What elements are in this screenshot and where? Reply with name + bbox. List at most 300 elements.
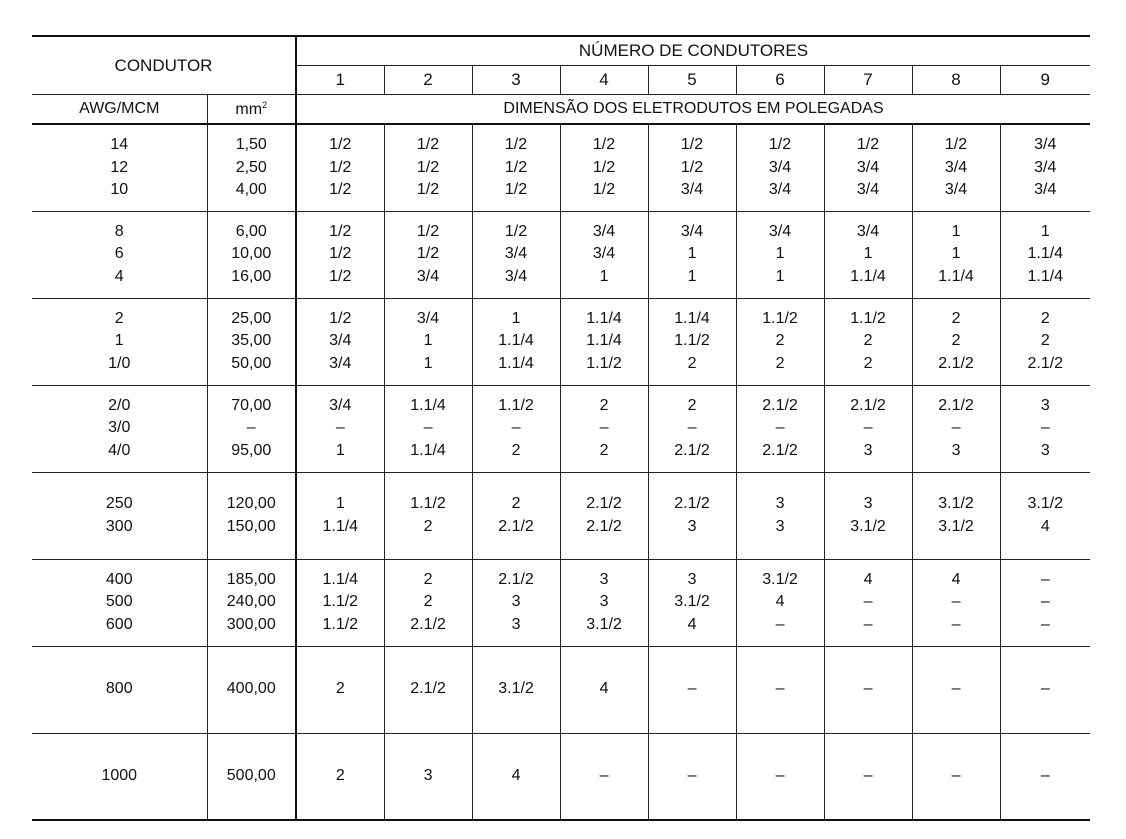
awg-cell bbox=[32, 124, 207, 211]
cell-value: 1 bbox=[114, 332, 124, 350]
cell-value: 2.1/2 bbox=[498, 570, 534, 588]
cell-value: 600 bbox=[105, 615, 133, 633]
size-cell-col-6 bbox=[736, 385, 824, 472]
cell-value: 1.1/4 bbox=[1027, 245, 1064, 263]
size-cell-col-6 bbox=[736, 559, 824, 646]
cell-value: 250 bbox=[105, 495, 133, 512]
cell-value: 1.1/4 bbox=[674, 309, 710, 327]
table-row-group bbox=[32, 385, 1090, 472]
cell-value: 50,00 bbox=[231, 354, 272, 372]
cell-value: 4 bbox=[599, 680, 609, 698]
size-cell-col-4 bbox=[560, 124, 648, 211]
cell-value: 2/0 bbox=[108, 396, 131, 414]
size-cell-col-7 bbox=[824, 733, 912, 820]
size-cell-col-1 bbox=[296, 733, 384, 820]
cell-value: 3/4 bbox=[329, 354, 352, 372]
cell-value: 1 bbox=[335, 495, 345, 512]
cell-value: 150,00 bbox=[226, 517, 276, 535]
cell-value: 2.1/2 bbox=[1027, 354, 1064, 372]
cell-value: – bbox=[687, 767, 697, 784]
cell-value: 400 bbox=[105, 570, 133, 588]
awg-cell bbox=[32, 211, 207, 298]
cell-value: 3 bbox=[511, 593, 521, 611]
cell-value: – bbox=[951, 680, 961, 698]
cell-value: 4 bbox=[114, 267, 124, 285]
column-header-8: 8 bbox=[912, 66, 1000, 95]
mm2-cell bbox=[207, 211, 296, 298]
cell-value: 1/2 bbox=[680, 158, 704, 176]
cell-value: 3/4 bbox=[768, 181, 792, 198]
cell-value: 1/2 bbox=[504, 222, 528, 240]
cell-value: 3 bbox=[951, 441, 961, 459]
cell-value: 10 bbox=[110, 181, 129, 198]
cell-value: 2 bbox=[423, 570, 433, 588]
cell-value: 1 bbox=[423, 354, 433, 372]
cell-value: 3 bbox=[1040, 441, 1050, 459]
cell-value: – bbox=[246, 419, 256, 437]
size-cell-col-5 bbox=[648, 124, 736, 211]
cell-value: – bbox=[1040, 419, 1050, 437]
cell-value: 1 bbox=[1040, 222, 1050, 240]
size-cell-col-8 bbox=[912, 472, 1000, 559]
cell-value: 95,00 bbox=[231, 441, 272, 459]
size-cell-col-3 bbox=[472, 124, 560, 211]
cell-value: 1.1/4 bbox=[322, 570, 359, 588]
size-cell-col-6 bbox=[736, 733, 824, 820]
cell-value: 2 bbox=[599, 396, 609, 414]
cell-value: – bbox=[775, 419, 785, 437]
cell-value: 1/2 bbox=[504, 181, 528, 198]
header-mm2: $mm^2$ bbox=[207, 95, 296, 125]
size-cell-col-3 bbox=[472, 646, 560, 733]
cell-value: 2 bbox=[335, 767, 345, 784]
cell-value: 2 bbox=[863, 332, 873, 350]
cell-value: – bbox=[423, 419, 433, 437]
cell-value: 2 bbox=[687, 396, 697, 414]
awg-cell bbox=[32, 472, 207, 559]
cell-value: 4 bbox=[1040, 517, 1050, 535]
cell-value: 300,00 bbox=[226, 615, 276, 633]
cell-value: 1.1/2 bbox=[498, 396, 534, 414]
cell-value: 2 bbox=[1040, 332, 1050, 350]
size-cell-col-7 bbox=[824, 298, 912, 385]
size-cell-col-7 bbox=[824, 124, 912, 211]
table-row-group bbox=[32, 211, 1090, 298]
cell-value: 3/4 bbox=[856, 181, 880, 198]
cell-value: 1/2 bbox=[680, 136, 704, 153]
size-cell-col-1 bbox=[296, 385, 384, 472]
cell-value: 6 bbox=[114, 245, 124, 263]
size-cell-col-5 bbox=[648, 385, 736, 472]
cell-value: 1 bbox=[951, 245, 961, 263]
size-cell-col-1 bbox=[296, 559, 384, 646]
cell-value: 1 bbox=[687, 267, 697, 285]
table-row-group bbox=[32, 124, 1090, 211]
size-cell-col-4 bbox=[560, 559, 648, 646]
cell-value: – bbox=[951, 419, 961, 437]
cell-value: 1000 bbox=[101, 767, 138, 784]
column-header-7: 7 bbox=[824, 66, 912, 95]
cell-value: 1.1/4 bbox=[938, 267, 974, 285]
cell-value: – bbox=[863, 593, 873, 611]
cell-value: 1.1/2 bbox=[586, 354, 622, 372]
cell-value: 2.1/2 bbox=[762, 441, 798, 459]
cell-value: 3 bbox=[423, 767, 433, 784]
cell-value: 1/2 bbox=[329, 181, 352, 198]
size-cell-col-8 bbox=[912, 211, 1000, 298]
cell-value: 1 bbox=[775, 245, 785, 263]
cell-value: – bbox=[1040, 767, 1050, 784]
size-cell-col-3 bbox=[472, 733, 560, 820]
cell-value: 1/2 bbox=[329, 136, 352, 153]
cell-value: – bbox=[599, 767, 609, 784]
cell-value: 3/4 bbox=[592, 245, 616, 263]
cell-value: 70,00 bbox=[231, 396, 272, 414]
cell-value: 1.1/2 bbox=[322, 615, 359, 633]
cell-value: 2 bbox=[951, 332, 961, 350]
cell-value: 800 bbox=[105, 680, 133, 698]
cell-value: 3/4 bbox=[856, 222, 880, 240]
cell-value: 4 bbox=[775, 593, 785, 611]
table-row-group bbox=[32, 646, 1090, 733]
cell-value: 1/2 bbox=[329, 245, 352, 263]
size-cell-col-6 bbox=[736, 211, 824, 298]
cell-value: 2 bbox=[599, 441, 609, 459]
cell-value: 3.1/2 bbox=[586, 615, 622, 633]
cell-value: 2 bbox=[687, 354, 697, 372]
cell-value: 2 bbox=[951, 309, 961, 327]
cell-value: 3.1/2 bbox=[674, 593, 710, 611]
size-cell-col-4 bbox=[560, 385, 648, 472]
cell-value: 2 bbox=[423, 517, 433, 535]
awg-cell bbox=[32, 298, 207, 385]
size-cell-col-3 bbox=[472, 472, 560, 559]
cell-value: – bbox=[951, 767, 961, 784]
cell-value: 3/4 bbox=[944, 158, 968, 176]
cell-value: 1/2 bbox=[944, 136, 968, 153]
cell-value: 1.1/2 bbox=[674, 332, 710, 350]
cell-value: 3.1/2 bbox=[498, 680, 534, 698]
cell-value: 3/4 bbox=[416, 309, 440, 327]
size-cell-col-7 bbox=[824, 211, 912, 298]
size-cell-col-2 bbox=[384, 559, 472, 646]
size-cell-col-1 bbox=[296, 472, 384, 559]
cell-value: 35,00 bbox=[231, 332, 272, 350]
cell-value: 6,00 bbox=[235, 222, 267, 240]
size-cell-col-3 bbox=[472, 211, 560, 298]
cell-value: 2.1/2 bbox=[674, 441, 710, 459]
size-cell-col-9 bbox=[1000, 211, 1090, 298]
size-cell-col-2 bbox=[384, 124, 472, 211]
column-header-1: 1 bbox=[296, 66, 384, 95]
cell-value: 1/2 bbox=[329, 267, 352, 285]
header-dimensao: DIMENSÃO DOS ELETRODUTOS EM POLEGADAS bbox=[296, 95, 1090, 125]
cell-value: 2 bbox=[114, 309, 124, 327]
cell-value: 1/2 bbox=[592, 136, 616, 153]
size-cell-col-2 bbox=[384, 646, 472, 733]
cell-value: 2 bbox=[511, 495, 521, 512]
size-cell-col-3 bbox=[472, 559, 560, 646]
cell-value: 4 bbox=[863, 570, 873, 588]
cell-value: 3/4 bbox=[1034, 181, 1057, 198]
size-cell-col-1 bbox=[296, 124, 384, 211]
cell-value: 2.1/2 bbox=[410, 680, 446, 698]
cell-value: 1/2 bbox=[592, 158, 616, 176]
cell-value: 2,50 bbox=[235, 158, 267, 176]
cell-value: 4,00 bbox=[235, 181, 267, 198]
awg-cell bbox=[32, 733, 207, 820]
cell-value: – bbox=[951, 593, 961, 611]
cell-value: 1.1/4 bbox=[586, 332, 622, 350]
cell-value: 1/2 bbox=[504, 136, 528, 153]
cell-value: 4 bbox=[511, 767, 521, 784]
mm2-cell bbox=[207, 733, 296, 820]
cell-value: 2.1/2 bbox=[938, 396, 974, 414]
size-cell-col-1 bbox=[296, 646, 384, 733]
cell-value: 3/4 bbox=[592, 222, 616, 240]
cell-value: 3/4 bbox=[856, 158, 880, 176]
size-cell-col-3 bbox=[472, 298, 560, 385]
cell-value: 1 bbox=[863, 245, 873, 263]
size-cell-col-6 bbox=[736, 472, 824, 559]
size-cell-col-8 bbox=[912, 646, 1000, 733]
cell-value: 3 bbox=[687, 570, 697, 588]
cell-value: 3/4 bbox=[1034, 136, 1057, 153]
cell-value: – bbox=[863, 680, 873, 698]
cell-value: 3/4 bbox=[680, 222, 704, 240]
cell-value: 1 bbox=[951, 222, 961, 240]
table-row-group bbox=[32, 559, 1090, 646]
cell-value: 14 bbox=[110, 136, 129, 153]
cell-value: 3 bbox=[863, 441, 873, 459]
size-cell-col-6 bbox=[736, 124, 824, 211]
cell-value: 500 bbox=[105, 593, 133, 611]
header-condutor: CONDUTOR bbox=[32, 36, 296, 95]
cell-value: – bbox=[775, 680, 785, 698]
column-header-9: 9 bbox=[1000, 66, 1090, 95]
awg-cell bbox=[32, 646, 207, 733]
table-row-group bbox=[32, 298, 1090, 385]
cell-value: 120,00 bbox=[226, 495, 276, 512]
size-cell-col-9 bbox=[1000, 646, 1090, 733]
size-cell-col-5 bbox=[648, 646, 736, 733]
cell-value: 3 bbox=[511, 615, 521, 633]
cell-value: 3 bbox=[775, 495, 785, 512]
cell-value: 1.1/4 bbox=[498, 332, 534, 350]
cell-value: 3/4 bbox=[329, 332, 352, 350]
cell-value: – bbox=[1040, 615, 1050, 633]
cell-value: – bbox=[863, 615, 873, 633]
cell-value: 1/2 bbox=[416, 136, 440, 153]
size-cell-col-7 bbox=[824, 559, 912, 646]
size-cell-col-9 bbox=[1000, 733, 1090, 820]
cell-value: 3 bbox=[1040, 396, 1050, 414]
cell-value: 1 bbox=[687, 245, 697, 263]
size-cell-col-4 bbox=[560, 298, 648, 385]
header-awg-mcm: AWG/MCM bbox=[32, 95, 207, 125]
size-cell-col-5 bbox=[648, 559, 736, 646]
cell-value: 8 bbox=[114, 222, 124, 240]
size-cell-col-7 bbox=[824, 646, 912, 733]
cell-value: 1,50 bbox=[235, 136, 267, 153]
awg-cell bbox=[32, 385, 207, 472]
cell-value: 16,00 bbox=[231, 267, 272, 285]
cell-value: 300 bbox=[105, 517, 133, 535]
size-cell-col-7 bbox=[824, 385, 912, 472]
cell-value: 185,00 bbox=[226, 570, 276, 588]
size-cell-col-9 bbox=[1000, 559, 1090, 646]
cell-value: 2.1/2 bbox=[674, 495, 710, 512]
column-header-3: 3 bbox=[472, 66, 560, 95]
cell-value: 1 bbox=[423, 332, 433, 350]
cell-value: 2.1/2 bbox=[410, 615, 446, 633]
cell-value: 1.1/4 bbox=[586, 309, 622, 327]
mm2-cell bbox=[207, 124, 296, 211]
header-numero-condutores: NÚMERO DE CONDUTORES bbox=[296, 36, 1090, 66]
size-cell-col-1 bbox=[296, 211, 384, 298]
cell-value: 25,00 bbox=[231, 309, 272, 327]
cell-value: 1.1/2 bbox=[762, 309, 798, 327]
cell-value: 1.1/2 bbox=[410, 495, 446, 512]
column-header-5: 5 bbox=[648, 66, 736, 95]
cell-value: – bbox=[1040, 593, 1050, 611]
cell-value: 3 bbox=[599, 570, 609, 588]
cell-value: 10,00 bbox=[231, 245, 272, 263]
column-header-4: 4 bbox=[560, 66, 648, 95]
cell-value: 1.1/2 bbox=[850, 309, 886, 327]
size-cell-col-5 bbox=[648, 733, 736, 820]
mm2-cell bbox=[207, 559, 296, 646]
size-cell-col-8 bbox=[912, 733, 1000, 820]
cell-value: 1.1/4 bbox=[410, 441, 446, 459]
cell-value: 3 bbox=[599, 593, 609, 611]
cell-value: 12 bbox=[110, 158, 129, 176]
table-row-group bbox=[32, 472, 1090, 559]
cell-value: – bbox=[1040, 680, 1050, 698]
size-cell-col-4 bbox=[560, 733, 648, 820]
conduit-size-table bbox=[32, 35, 1090, 821]
size-cell-col-8 bbox=[912, 298, 1000, 385]
size-cell-col-2 bbox=[384, 298, 472, 385]
cell-value: – bbox=[863, 767, 873, 784]
cell-value: 3/4 bbox=[504, 245, 528, 263]
size-cell-col-2 bbox=[384, 211, 472, 298]
table-row-group bbox=[32, 733, 1090, 820]
cell-value: 3/4 bbox=[1034, 158, 1057, 176]
cell-value: – bbox=[511, 419, 521, 437]
size-cell-col-8 bbox=[912, 124, 1000, 211]
cell-value: 3/4 bbox=[768, 158, 792, 176]
cell-value: 1/2 bbox=[329, 222, 352, 240]
size-cell-col-3 bbox=[472, 385, 560, 472]
cell-value: 1/2 bbox=[504, 158, 528, 176]
cell-value: 2.1/2 bbox=[850, 396, 886, 414]
cell-value: 1 bbox=[511, 309, 521, 327]
cell-value: 1/2 bbox=[416, 222, 440, 240]
column-header-6: 6 bbox=[736, 66, 824, 95]
cell-value: 3/4 bbox=[680, 181, 704, 198]
cell-value: 500,00 bbox=[226, 767, 276, 784]
cell-value: 1.1/4 bbox=[410, 396, 446, 414]
cell-value: 2 bbox=[775, 332, 785, 350]
cell-value: 2 bbox=[423, 593, 433, 611]
cell-value: 3/4 bbox=[944, 181, 968, 198]
mm2-cell bbox=[207, 298, 296, 385]
awg-cell bbox=[32, 559, 207, 646]
size-cell-col-9 bbox=[1000, 385, 1090, 472]
cell-value: 3/4 bbox=[768, 222, 792, 240]
cell-value: 2 bbox=[1040, 309, 1050, 327]
mm2-cell bbox=[207, 472, 296, 559]
cell-value: 1/2 bbox=[416, 158, 440, 176]
cell-value: – bbox=[687, 680, 697, 698]
size-cell-col-7 bbox=[824, 472, 912, 559]
cell-value: 3.1/2 bbox=[938, 517, 974, 535]
cell-value: 1.1/4 bbox=[850, 267, 886, 285]
cell-value: 1/2 bbox=[592, 181, 616, 198]
cell-value: 3/4 bbox=[504, 267, 528, 285]
size-cell-col-1 bbox=[296, 298, 384, 385]
cell-value: – bbox=[687, 419, 697, 437]
cell-value: 1 bbox=[335, 441, 345, 459]
cell-value: 4 bbox=[951, 570, 961, 588]
cell-value: 3 bbox=[863, 495, 873, 512]
size-cell-col-8 bbox=[912, 385, 1000, 472]
cell-value: 2.1/2 bbox=[586, 495, 622, 512]
column-header-2: 2 bbox=[384, 66, 472, 95]
cell-value: 3.1/2 bbox=[762, 570, 798, 588]
cell-value: 2 bbox=[775, 354, 785, 372]
size-cell-col-8 bbox=[912, 559, 1000, 646]
cell-value: 1.1/4 bbox=[322, 517, 359, 535]
size-cell-col-2 bbox=[384, 472, 472, 559]
cell-value: 1/0 bbox=[108, 354, 131, 372]
mm2-cell bbox=[207, 385, 296, 472]
size-cell-col-4 bbox=[560, 472, 648, 559]
cell-value: – bbox=[335, 419, 345, 437]
size-cell-col-4 bbox=[560, 646, 648, 733]
size-cell-col-9 bbox=[1000, 298, 1090, 385]
size-cell-col-9 bbox=[1000, 472, 1090, 559]
cell-value: – bbox=[863, 419, 873, 437]
cell-value: 400,00 bbox=[226, 680, 276, 698]
cell-value: 3.1/2 bbox=[938, 495, 974, 512]
cell-value: 1/2 bbox=[856, 136, 880, 153]
cell-value: 2.1/2 bbox=[586, 517, 622, 535]
cell-value: – bbox=[1040, 570, 1050, 588]
cell-value: – bbox=[775, 615, 785, 633]
cell-value: 2 bbox=[335, 680, 345, 698]
size-cell-col-9 bbox=[1000, 124, 1090, 211]
cell-value: 1/2 bbox=[329, 309, 352, 327]
cell-value: 240,00 bbox=[226, 593, 276, 611]
cell-value: 3/4 bbox=[329, 396, 352, 414]
cell-value: – bbox=[599, 419, 609, 437]
size-cell-col-2 bbox=[384, 385, 472, 472]
size-cell-col-5 bbox=[648, 472, 736, 559]
size-cell-col-6 bbox=[736, 298, 824, 385]
cell-value: 2.1/2 bbox=[762, 396, 798, 414]
cell-value: 3 bbox=[687, 517, 697, 535]
cell-value: 1 bbox=[599, 267, 609, 285]
cell-value: 4 bbox=[687, 615, 697, 633]
cell-value: 3.1/2 bbox=[1027, 495, 1064, 512]
cell-value: – bbox=[775, 767, 785, 784]
size-cell-col-6 bbox=[736, 646, 824, 733]
size-cell-col-5 bbox=[648, 298, 736, 385]
cell-value: 1/2 bbox=[329, 158, 352, 176]
cell-value: 2 bbox=[863, 354, 873, 372]
